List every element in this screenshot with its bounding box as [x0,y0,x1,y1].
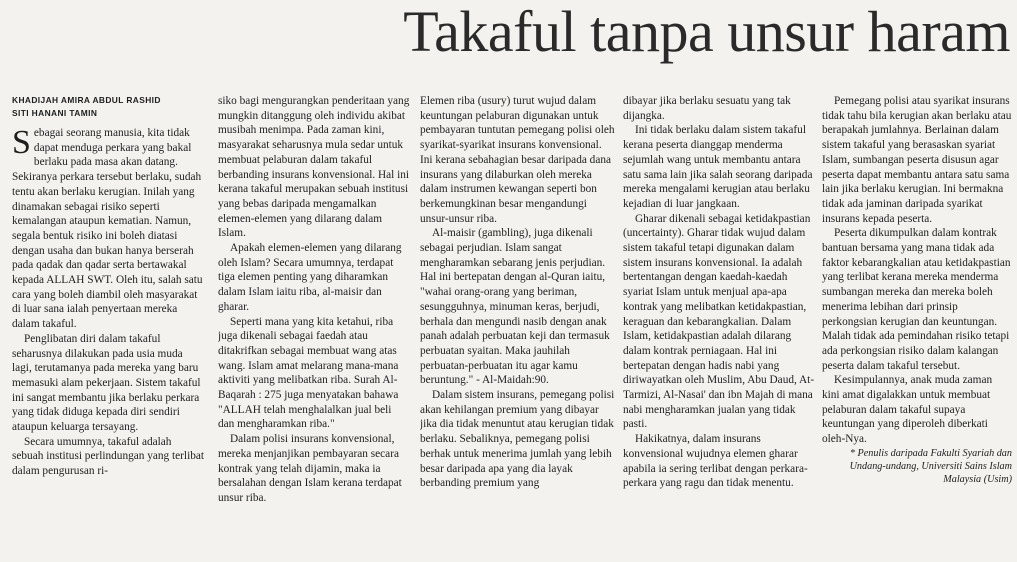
paragraph: Al-maisir (gambling), juga dikenali sebagai perjudian. Islam sangat mengharamkan sebarang jenis perjudian. Hal ini bertepatan dengan al-Quran iaitu, "wahai orang-orang yang beriman, sesungguhnya, minuman keras, berjudi, berhala dan mengundi nasib dengan anak panah adalah perbuatan keji dan termasuk perbuatan syaitan. Maka jauhilah perbuatan-perbuatan itu agar kamu beruntung." - Al-Maidah:90. [420,227,610,387]
paragraph: dibayar jika berlaku sesuatu yang tak dijangka. [623,95,791,122]
paragraph: Apakah elemen-elemen yang dilarang oleh Islam? Secara umumnya, terdapat tiga elemen penting yang diharamkan dalam Islam iaitu riba, al-maisir dan gharar. [218,242,402,313]
paragraph: Ini tidak berlaku dalam sistem takaful kerana peserta dianggap menderma sejumlah wang untuk membantu antara satu sama lain jika salah seorang daripada mereka mengalami kerugian atau berlaku kejadian di luar jangkaan. [623,124,813,210]
paragraph [12,126,204,332]
column-4 [623,94,819,556]
column-3 [420,94,616,556]
paragraph: Dalam polisi insurans konvensional, mereka menjanjikan pembayaran secara kontrak yang telah dijamin, maka ia bersalahan dengan Islam kerana terdapat unsur riba. [218,433,402,504]
paragraph: Pemegang polisi atau syarikat insurans tidak tahu bila kerugian akan berlaku atau berapakah jumlahnya. Berlainan dalam sistem takaful yang berasaskan syariat Islam, sumbangan peserta disusun agar peserta dapat membantu antara satu sama lain jika berlaku kerugian. Ini bermakna tidak ada jaminan daripada syarikat insurans kepada peserta. [822,95,1012,225]
paragraph: Hakikatnya, dalam insurans konvensional wujudnya elemen gharar apabila ia sering terlibat dengan perkara-perkara yang ragu dan tidak menentu. [623,433,808,490]
paragraph: Dalam sistem insurans, pemegang polisi akan kehilangan premium yang dibayar jika dia tidak menuntut atau kerugian tidak berlaku. Sebaliknya, pemegang polisi berhak untuk menerima jumlah yang lebih besar daripada apa yang dia layak berbanding premium yang [420,389,615,490]
paragraph: Secara umumnya, takaful adalah sebuah institusi perlindungan yang terlibat dalam pengurusan ri- [12,435,204,478]
paragraph: Kesimpulannya, anak muda zaman kini amat digalakkan untuk membuat pelaburan dalam takaful supaya keuntungan yang diperoleh diberkati oleh-Nya. [822,374,993,446]
author-name: SITI HANANI TAMIN [12,108,98,118]
paragraph: Peserta dikumpulkan dalam kontrak bantuan bersama yang mana tidak ada faktor kebarangkalian atau ketidakpastian yang terlibat kerana mereka menderma sumbangan mereka dan mereka boleh menerima lebihan dari prinsip perkongsian kerugian dan keuntungan. Malah tidak ada pemindahan risiko tetapi ada perkongsian risiko dalam kalangan peserta dalam takaful tersebut. [822,227,1011,372]
paragraph: Seperti mana yang kita ketahui, riba juga dikenali sebagai faedah atau ditakrifkan sebagai membuat wang atas wang. Islam amat melarang mana-mana aktiviti yang melibatkan riba. Surah Al-Baqarah : 275 juga menyatakan bahawa "ALLAH telah menghalalkan jual beli dan mengharamkan riba." [218,315,399,431]
column-2 [218,94,410,556]
paragraph-text: ebagai seorang manusia, kita tidak dapat menduga perkara yang bakal berlaku pada masa akan datang. Sekiranya perkara tersebut berlaku, sudah tentu akan berlaku kerugian. Inilah yang dinamakan sebagai risiko seperti kemalangan ataupun kematian. Namun, segala bentuk risiko ini boleh diatasi dengan usaha dan bukan hanya berserah pada qadak dan qadar serta bertawakal kepada ALLAH SWT. Oleh itu, salah satu cara yang boleh diambil oleh masyarakat di luar sana ialah penyertaan mereka dalam takaful. [12,127,203,331]
author-name: KHADIJAH AMIRA ABDUL RASHID [12,95,161,105]
column-1 [12,94,204,556]
drop-cap: S [12,124,31,161]
column-5 [822,94,1012,556]
author-byline [12,94,204,120]
article-headline: Takaful tanpa unsur haram [403,0,1010,64]
paragraph: Elemen riba (usury) turut wujud dalam keuntungan pelaburan digunakan untuk pembayaran tuntutan pemegang polisi oleh syarikat-syarikat insurans konvensional. Ini kerana sebahagian besar daripada dana insurans yang dilaburkan oleh mereka dalam instrumen kewangan seperti bon berkemungkinan besar mengandungi unsur-unsur riba. [420,95,615,225]
author-footnote: * Penulis daripada Fakulti Syariah dan Undang-undang, Universiti Sains Islam Malaysia (Usim) [849,447,1012,485]
paragraph: Gharar dikenali sebagai ketidakpastian (uncertainty). Gharar tidak wujud dalam sistem takaful tetapi digunakan dalam sistem insurans konvensional. Ia adalah bertentangan dengan kaedah-kaedah syariat Islam untuk menjual apa-apa kontrak yang melibatkan ketidakpastian, keraguan dan kebarangkalian. Dalam Islam, ketidakpastian adalah dilarang dalam kontrak perniagaan. Hal ini bertepatan dengan hadis nabi yang diriwayatkan oleh Muslim, Abu Daud, At-Tarmizi, Al-Nasai' dan ibn Majah di mana nabi mengharamkan jualan yang tidak pasti. [623,212,815,431]
paragraph: siko bagi mengurangkan penderitaan yang mungkin ditanggung oleh individu akibat musibah menimpa. Pada zaman kini, masyarakat seharusnya mula sedar untuk membuat pelaburan dalam takaful berbanding insurans konvensional. Hal ini kerana takaful merupakan sebuah institusi yang bebas daripada mengamalkan elemen-elemen yang dilarang dalam Islam. [218,95,410,240]
paragraph: Penglibatan diri dalam takaful seharusnya dilakukan pada usia muda lagi, terutamanya pada mereka yang baru memasuki alam pekerjaan. Sistem takaful ini sangat membantu jika berlaku perkara yang tidak diduga kepada diri sendiri ataupun keluarga tersayang. [12,332,201,434]
